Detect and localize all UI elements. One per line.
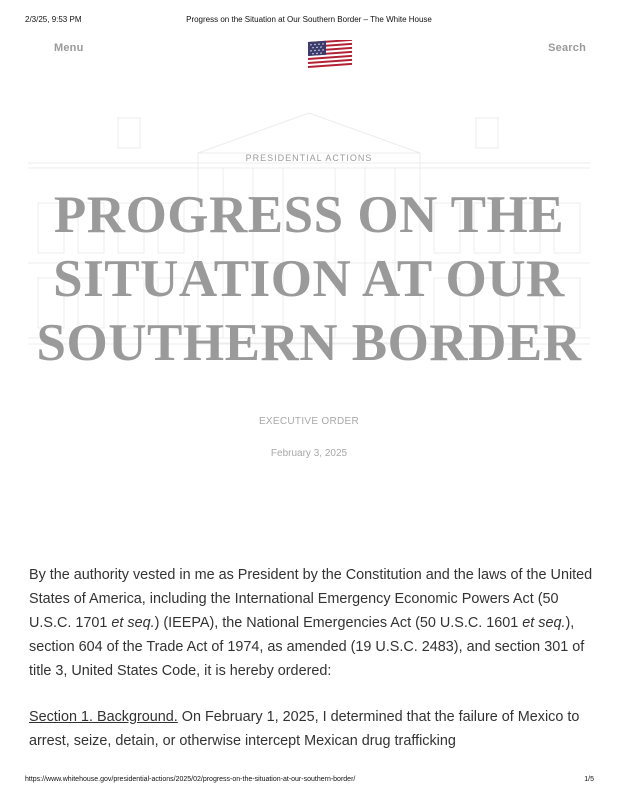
print-date: 2/3/25, 9:53 PM	[25, 15, 82, 24]
publish-date: February 3, 2025	[270, 448, 348, 459]
print-header	[0, 15, 618, 27]
article-body	[29, 563, 593, 775]
section-heading: Section 1. Background.	[29, 709, 178, 725]
title-line: SOUTHERN BORDER	[36, 314, 582, 372]
title-line: PROGRESS ON THE	[53, 186, 565, 244]
title-line: SITUATION AT OUR	[53, 250, 565, 308]
eyebrow-label[interactable]: PRESIDENTIAL ACTIONS	[245, 153, 373, 163]
print-title: Progress on the Situation at Our Southern Border – The White House	[186, 15, 432, 24]
paragraph	[29, 563, 593, 683]
text-run: By the authority vested in me as President by the Constitution and the laws of the United States of America, including the International Emergency Economic Powers Act (50 U.S.C. 1701	[29, 567, 593, 631]
top-nav	[0, 40, 618, 80]
text-run: ), section 604 of the Trade Act of 1974, as amended (19 U.S.C. 2483), and section 301 of title 3, United States Code, it is hereby ordered:	[29, 615, 585, 679]
text-run: ) (IEEPA), the National Emergencies Act (50 U.S.C. 1601	[154, 615, 523, 631]
us-flag-icon[interactable]	[308, 40, 352, 70]
print-footer	[0, 776, 618, 788]
category-label[interactable]: EXECUTIVE ORDER	[258, 416, 360, 427]
menu-button[interactable]: Menu	[54, 42, 84, 54]
search-button[interactable]: Search	[548, 42, 586, 54]
text-run-italic: et seq.	[522, 615, 566, 631]
text-run-italic: et seq.	[111, 615, 155, 631]
hero-section	[0, 100, 618, 480]
print-url: https://www.whitehouse.gov/presidential-actions/2025/02/progress-on-the-situation-at-our-southern-border/	[25, 776, 356, 783]
text-run: On February 1, 2025, I determined that the failure of Mexico to arrest, seize, detain, or otherwise intercept Mexican drug trafficking	[29, 709, 580, 749]
paragraph	[29, 705, 593, 753]
page-title	[0, 183, 618, 375]
page-number: 1/5	[584, 776, 594, 783]
